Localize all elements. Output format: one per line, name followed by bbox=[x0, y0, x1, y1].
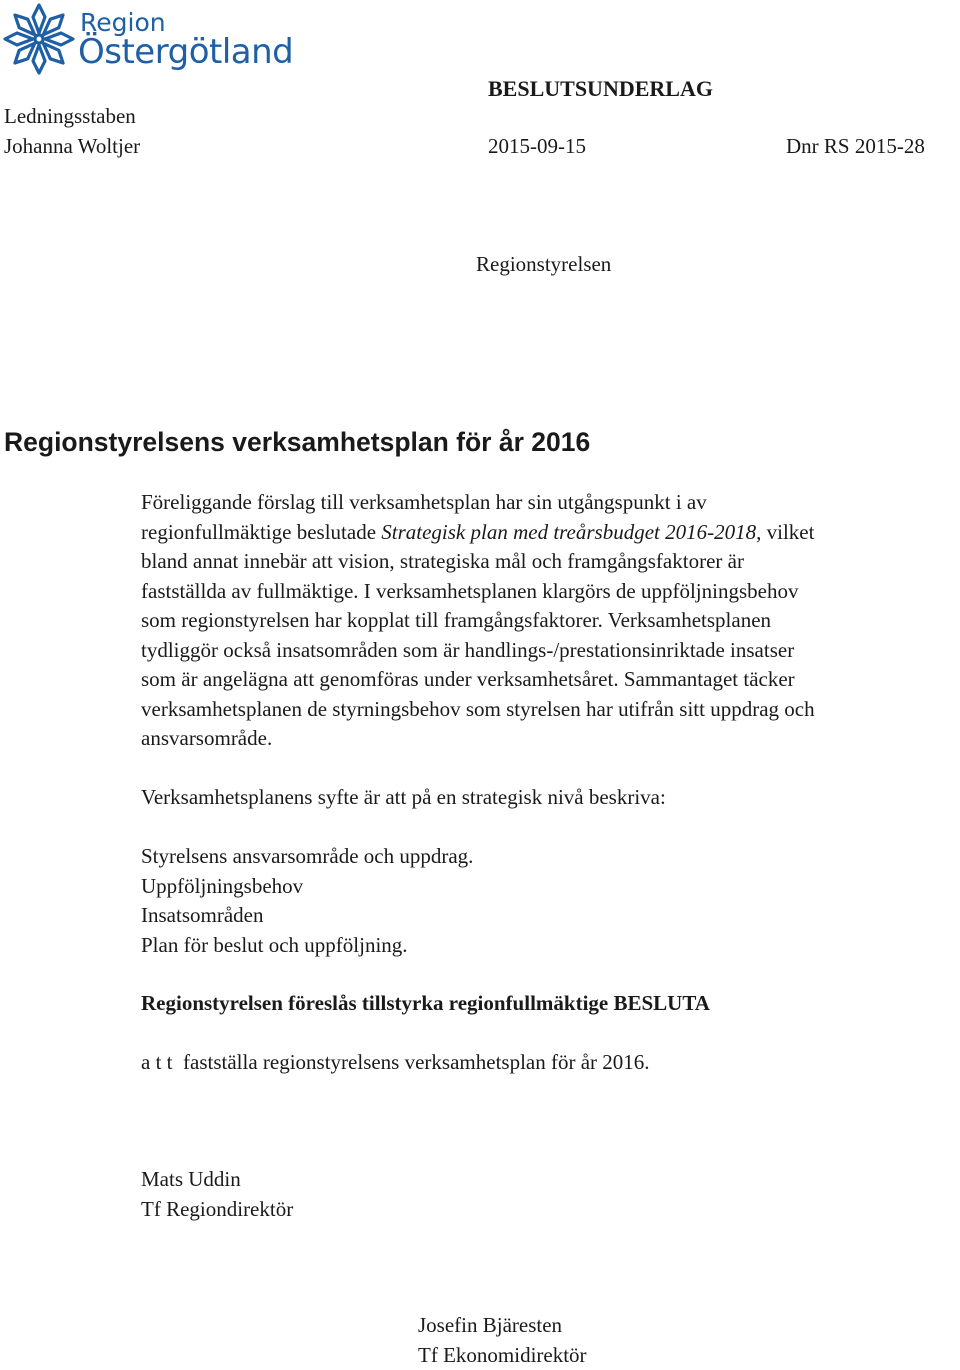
paragraph-line bbox=[141, 518, 960, 548]
paragraph-line: fastställda av fullmäktige. I verksamhetsplanen klargörs de uppföljningsbehov bbox=[141, 577, 960, 607]
decision-content: fastställa regionstyrelsens verksamhetsplan för år 2016. bbox=[183, 1050, 650, 1074]
list-item: Insatsområden bbox=[141, 901, 960, 931]
document-date: 2015-09-15 bbox=[488, 134, 586, 159]
document-type: BESLUTSUNDERLAG bbox=[488, 76, 713, 102]
list-item: Plan för beslut och uppföljning. bbox=[141, 931, 960, 961]
region-logo bbox=[2, 2, 302, 82]
logo-text-region: Region bbox=[80, 8, 166, 37]
paragraph-line: Föreliggande förslag till verksamhetsplan har sin utgångspunkt i av bbox=[141, 488, 960, 518]
flower-star-icon bbox=[2, 2, 76, 76]
signature-block-2 bbox=[418, 1311, 918, 1370]
intro-paragraph bbox=[141, 488, 960, 754]
paragraph-line: bland annat innebär att vision, strategiska mål och framgångsfaktorer är bbox=[141, 547, 960, 577]
diary-number: Dnr RS 2015-28 bbox=[786, 134, 925, 159]
signatory-name: Josefin Bjäresten bbox=[418, 1311, 918, 1341]
page-title: Regionstyrelsens verksamhetsplan för år 2016 bbox=[4, 427, 590, 458]
proposal-heading bbox=[141, 989, 960, 1019]
paragraph-line: tydliggör också insatsområden som är handlings-/prestationsinriktade insatser bbox=[141, 636, 960, 666]
text-segment: vilket bbox=[761, 520, 814, 544]
recipient: Regionstyrelsen bbox=[476, 252, 611, 277]
paragraph-line: ansvarsområde. bbox=[141, 724, 960, 754]
signatory-role: Tf Ekonomidirektör bbox=[418, 1341, 918, 1370]
author: Johanna Woltjer bbox=[4, 134, 140, 159]
logo-text-ostergotland: Östergötland bbox=[78, 32, 293, 72]
signatory-name: Mats Uddin bbox=[141, 1165, 960, 1195]
signatory-role: Tf Regiondirektör bbox=[141, 1195, 960, 1225]
paragraph-line: som är angelägna att genomföras under verksamhetsåret. Sammantaget täcker bbox=[141, 665, 960, 695]
paragraph-line: Verksamhetsplanens syfte är att på en strategisk nivå beskriva: bbox=[141, 783, 960, 813]
purpose-list bbox=[141, 842, 960, 960]
paragraph-line: som regionstyrelsen har kopplat till framgångsfaktorer. Verksamhetsplanen bbox=[141, 606, 960, 636]
list-item: Uppföljningsbehov bbox=[141, 872, 960, 902]
list-item: Styrelsens ansvarsområde och uppdrag. bbox=[141, 842, 960, 872]
department: Ledningsstaben bbox=[4, 104, 136, 129]
decision-line bbox=[141, 1048, 960, 1078]
proposal-text: Regionstyrelsen föreslås tillstyrka regionfullmäktige BESLUTA bbox=[141, 989, 960, 1019]
signature-block-1 bbox=[141, 1165, 960, 1224]
plan-reference: Strategisk plan med treårsbudget 2016-2018, bbox=[381, 520, 761, 544]
att-prefix: a t t bbox=[141, 1050, 173, 1074]
paragraph-line: verksamhetsplanen de styrningsbehov som styrelsen har utifrån sitt uppdrag och bbox=[141, 695, 960, 725]
purpose-paragraph bbox=[141, 783, 960, 813]
text-segment: regionfullmäktige beslutade bbox=[141, 520, 381, 544]
decision-text bbox=[141, 1048, 960, 1078]
